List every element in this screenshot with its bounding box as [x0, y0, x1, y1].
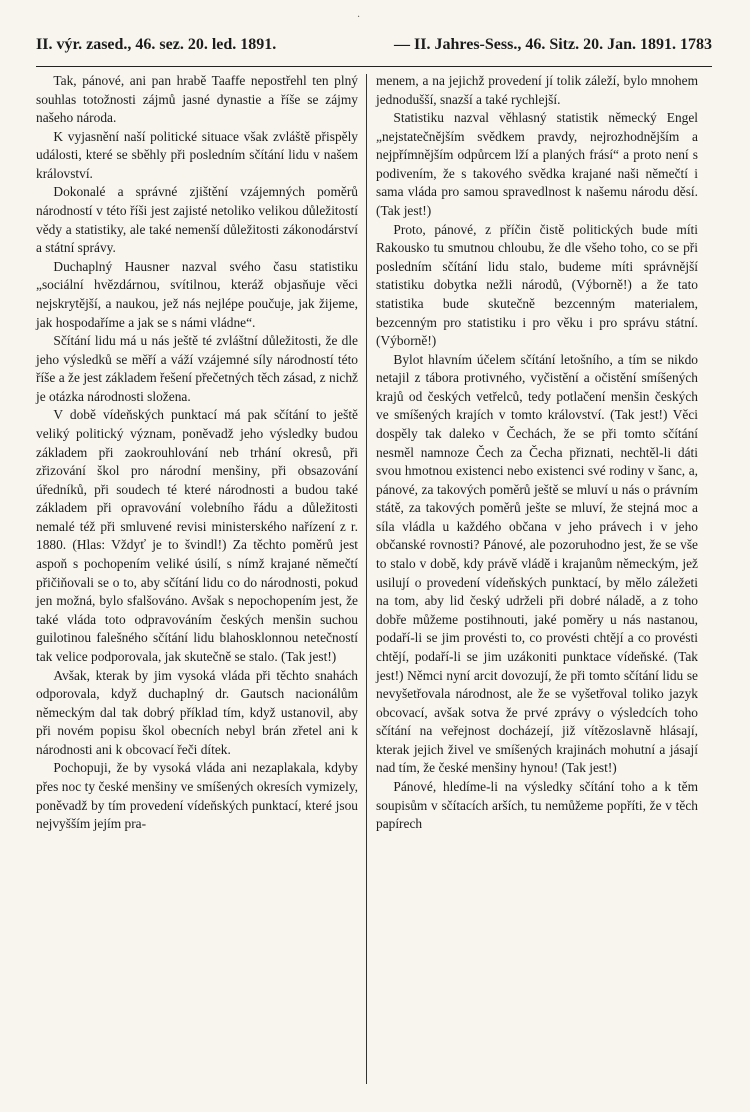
- paragraph: Duchaplný Hausner nazval svého času statistiku „sociální hvězdárnou, svítilnou, kteráž objasňuje věci nejskrytější, a naukou, jež nás nejlépe poučuje, jak žijeme, jak hospodaříme a jak se s námi vládne“.: [36, 258, 358, 330]
- header-german: — II. Jahres-Sess., 46. Sitz. 20. Jan. 1891. 1783: [394, 36, 712, 53]
- paragraph: K vyjasnění naší politické situace však zvláště přispěly události, které se sběhly při posledním sčítání lidu v našem království.: [36, 128, 358, 181]
- paragraph: Avšak, kterak by jim vysoká vláda při těchto snahách odporovala, když duchaplný dr. Gautsch nacionálům německým dal tak dobrý příklad tím, když ustanovil, aby při novém popisu škol obecních nebyl brán zřetel ani k národnosti ani k obcovací řeči dítek.: [36, 667, 358, 757]
- column-left: [36, 72, 358, 834]
- column-divider: [366, 74, 367, 1084]
- page-mark: ·: [357, 12, 361, 23]
- column-right: [376, 72, 698, 834]
- paragraph: Pochopuji, že by vysoká vláda ani nezaplakala, kdyby přes noc ty české menšiny ve smíšených okresích vymizely, poněvadž by tím provedení vídeňských punktací, které jsou nejvyšším jejím pra-: [36, 760, 358, 832]
- paragraph: Sčítání lidu má u nás ještě té zvláštní důležitosti, že dle jeho výsledků se měří a váží vzájemné síly národností této říše a že jest základem řešení přečetných těch zásad, z nichž je otázka národnosti složena.: [36, 333, 358, 404]
- page-header: [36, 36, 712, 54]
- paragraph: Dokonalé a správné zjištění vzájemných poměrů národností v této říši jest zajisté netoliko velikou důležitostí vědy a statistiky, ale také nemenší důležitosti zákonodárství a státní správy.: [36, 184, 358, 256]
- paragraph: Statistiku nazval věhlasný statistik německý Engel „nejstatečnějším svědkem pravdy, nejrozhodnějším a nejpřímnějším odpůrcem lží a planých frásí“ a proto není s podivením, že s takového svědka krajané naši němečtí i sama vláda pro samou spravedlnost k našemu národu děsí. (Tak jest!): [376, 110, 698, 219]
- paragraph: Bylot hlavním účelem sčítání letošního, a tím se nikdo netajil z tábora protivného, vyčistění a očistění smíšených krajů od českých vetřelců, tedy potlačení menšin českých ve smíšených krajích v tomto království. (Tak jest!) Věci dospěly tak daleko v Čechách, že se při tomto sčítání nesměl namnoze Čech za Čecha přiznati, nechtěl-li dáti svou hmotnou existenci nebo existenci své rodiny v šanc, a, pánové, za takových poměrů ještě se mluví u nás o právním státě, za takových poměrů ješte se mluví, že stejná moc a síla vládla u každého občana v jeho právech i v jeho občanské rovnosti? Pánové, ale pozoruhodno jest, že se vše to stalo v době, kdy právě vládě i krajanům německým, jež usilují o provedení vídeňských punktací, by mělo záležeti na tom, aby lid český udrželi při dobré náladě, a z toho dobře můžeme postihnouti, jaké poměry u nás nastanou, podaří-li se jim provésti to, co provésti chtějí a co provésti chtějí, podaří-li se jim uzákoniti punktace vídeňské. (Tak jest!) Němci nyní arcit dovozují, že při tomto sčítání lidu se nevyšetřovala národnost, ale že se vyšetřoval toliko jazyk obcovací, avšak sotva že prvé zprávy o výsledcích toho sčítání na veřejnost docházejí, již vítězoslavně hlásají, kterak jejich živel ve smíšených krajinách mohutní a jásají nad tím, že české menšiny hynou! (Tak jest!): [376, 351, 698, 776]
- paragraph: Pánové, hledíme-li na výsledky sčítání toho a k těm soupisům v sčítacích arších, tu nemůžeme popříti, že v těch papírech: [376, 778, 698, 832]
- paragraph: Tak, pánové, ani pan hrabě Taaffe nepostřehl ten plný souhlas totožnosti zájmů jasné dynastie a říše se zájmy našeho národa.: [36, 73, 358, 126]
- paragraph: menem, a na jejichž provedení jí tolik záleží, bylo mnohem jednodušší, snazší a také rychlejší.: [376, 73, 698, 107]
- header-czech: II. výr. zased., 46. sez. 20. led. 1891.: [36, 36, 277, 53]
- paragraph: Proto, pánové, z příčin čistě politických bude míti Rakousko tu smutnou chloubu, že dle všeho toho, co se při posledním sčítání lidu stalo, budeme míti správnější statistiku dobytka nežli národů, (Výborně!) a že tato statistika bude skutečně bezcenným materialem, bezcenným pro statistiku i pro věku i pro správu státní. (Výborně!): [376, 221, 698, 349]
- paragraph: V době vídeňských punktací má pak sčítání to ještě veliký politický význam, poněvadž jeho výsledky budou základem při zaokrouhlování neb trhání okresů, při zřizování škol pro národní menšiny, při obsazování úředníků, při soudech té které národnosti a budou také základem při opravování volebního řádu a důležitosti nemalé též při smluvené revisi ministerského nařízení z r. 1880. (Hlas: Vždyť je to švindl!) Za těchto poměrů jest aspoň s pochopením veliké úsilí, s nímž krajané němečtí přičiňovali se o to, aby sčítání lidu co do národnosti, pokud jen možná, bylo sfalšováno. Avšak s nepochopením jest, že také vláda toto odpravováním českých menšin suchou guilotinou falešného sčítání lidu blahosklonnou netečností tak velice podporovala, jak skutečně se stalo. (Tak jest!): [36, 407, 358, 664]
- header-rule: [36, 66, 712, 67]
